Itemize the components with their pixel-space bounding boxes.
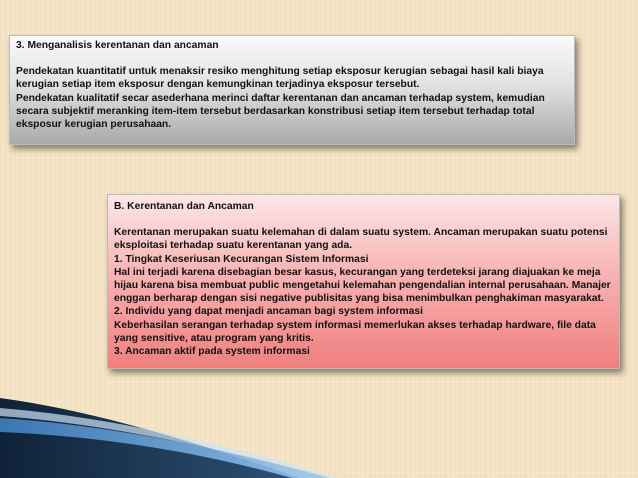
box2-heading: B. Kerentanan dan Ancaman	[114, 201, 254, 212]
box1-paragraph-qualitative: Pendekatan kualitatif secar asederhana merinci daftar kerentanan dan ancaman terhadap system, kemudian secara subjektif meranking item-item tersebut berdasarkan konstribusi setiap item tersebut terhadap total eksposur kerugian perusahaan.	[16, 92, 545, 131]
box2-item1-text: Hal ini terjadi karena disebagian besar kasus, kecurangan yang terdeteksi jarang diajuakan ke meja hijau karena bisa membuat public mengetahui kelemahan pengendalian internal perusahaan. Manajer enggan berharap dengan sisi negative publisitas yang bisa menimbulkan penghakiman masyarakat.	[114, 266, 611, 305]
box2-intro: Kerentanan merupakan suatu kelemahan di dalam suatu system. Ancaman merupakan suatu potensi eksploitasi terhadap suatu kerentanan yang ada.	[114, 227, 608, 252]
box1-paragraph-quantitative: Pendekatan kuantitatif untuk menaksir resiko menghitung setiap eksposur kerugian sebagai hasil kali biaya kerugian setiap item eksposur dengan kemungkinan terjadinya eksposur tersebut.	[16, 66, 544, 91]
vulnerability-threat-text-box	[107, 194, 620, 369]
box2-item2-title: 2. Individu yang dapat menjadi ancaman bagi system informasi	[114, 306, 423, 318]
box2-item3-title: 3. Ancaman aktif pada system informasi	[114, 346, 310, 358]
box1-heading: 3. Menganalisis kerentanan dan ancaman	[16, 40, 219, 51]
box2-item2-text: Keberhasilan serangan terhadap system informasi memerlukan akses terhadap hardware, file data yang sensitive, atau program yang kritis.	[114, 319, 596, 344]
risk-analysis-text-box	[9, 35, 575, 145]
box2-item1-title: 1. Tingkat Keseriusan Kecurangan Sistem Informasi	[114, 253, 369, 265]
